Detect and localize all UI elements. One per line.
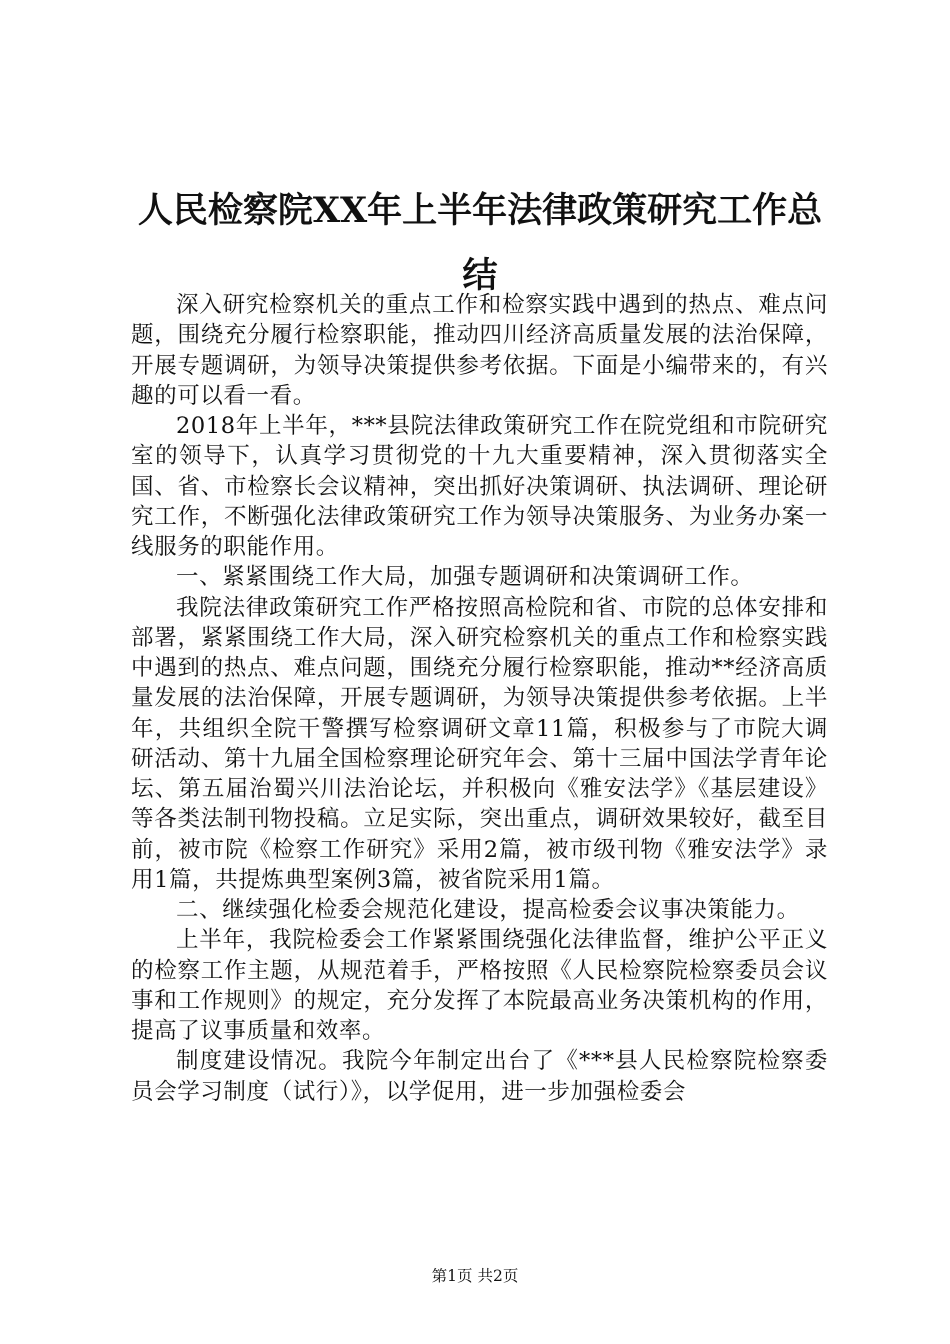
paragraph-overview: 2018年上半年，***县院法律政策研究工作在院党组和市院研究室的领导下，认真学习贯彻党的十九大重要精神，深入贯彻落实全国、省、市检察长会议精神，突出抓好决策调研、执法调研、理论研究工作，不断强化法律政策研究工作为领导决策服务、为业务办案一线服务的职能作用。 xyxy=(131,413,828,560)
paragraph-section-1: 我院法律政策研究工作严格按照高检院和省、市院的总体安排和部署，紧紧围绕工作大局，深入研究检察机关的重点工作和检察实践中遇到的热点、难点问题，围绕充分履行检察职能，推动**经济高质量发展的法治保障，开展专题调研，为领导决策提供参考依据。上半年，共组织全院干警撰写检察调研文章11篇，积极参与了市院大调研活动、第十九届全国检察理论研究年会、第十三届中国法学青年论坛、第五届治蜀兴川法治论坛，并积极向《雅安法学》《基层建设》等各类法制刊物投稿。立足实际，突出重点，调研效果较好，截至目前，被市院《检察工作研究》采用2篇，被市级刊物《雅安法学》录用1篇，共提炼典型案例3篇，被省院采用1篇。 xyxy=(131,594,828,893)
section-heading-1: 一、紧紧围绕工作大局，加强专题调研和决策调研工作。 xyxy=(176,564,754,591)
document-title: 人民检察院XX年上半年法律政策研究工作总结 xyxy=(137,190,823,296)
paragraph-intro: 深入研究检察机关的重点工作和检察实践中遇到的热点、难点问题，围绕充分履行检察职能，推动四川经济高质量发展的法治保障，开展专题调研，为领导决策提供参考依据。下面是小编带来的，有兴趣的可以看一看。 xyxy=(131,292,828,409)
paragraph-section-2: 上半年，我院检委会工作紧紧围绕强化法律监督，维护公平正义的检察工作主题，从规范着手，严格按照《人民检察院检察委员会议事和工作规则》的规定，充分发挥了本院最高业务决策机构的作用，提高了议事质量和效率。 xyxy=(131,927,828,1044)
page-number-footer: 第1页 共2页 xyxy=(431,1267,519,1285)
paragraph-system-building: 制度建设情况。我院今年制定出台了《***县人民检察院检察委员会学习制度（试行）》，以学促用，进一步加强检委会 xyxy=(131,1048,828,1105)
document-body xyxy=(131,290,828,1107)
section-heading-2: 二、继续强化检委会规范化建设，提高检委会议事决策能力。 xyxy=(176,897,800,923)
